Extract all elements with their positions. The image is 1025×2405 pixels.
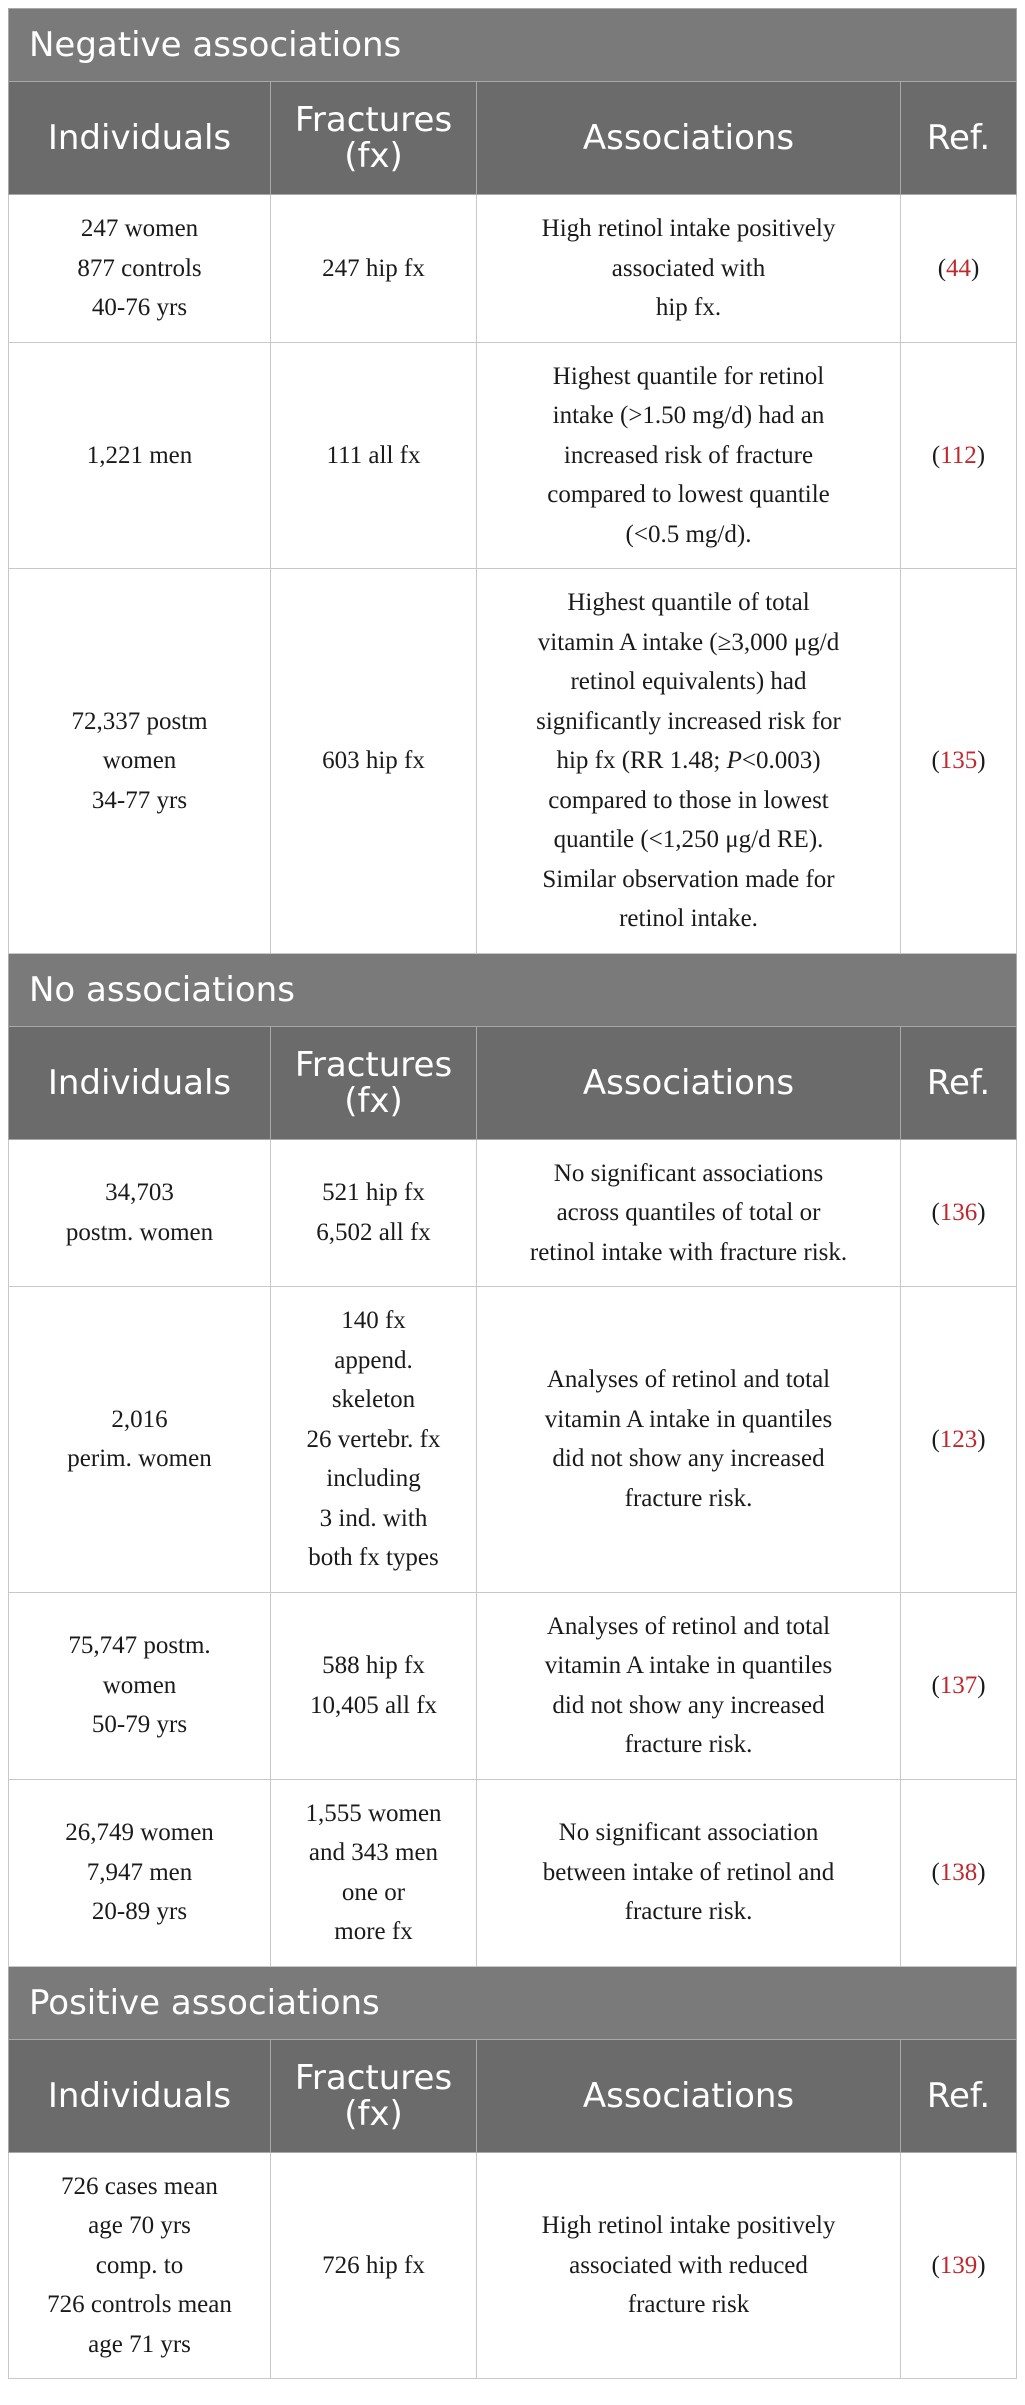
ref-open-paren: ( <box>931 1858 940 1886</box>
associations-line: vitamin A intake in quantiles <box>544 1405 833 1433</box>
associations-line: intake (>1.50 mg/d) had an <box>552 402 825 429</box>
associations-line: (<0.5 mg/d). <box>625 520 752 548</box>
associations-line: vitamin A intake in quantiles <box>544 1652 833 1679</box>
individuals-cell <box>9 1592 271 1779</box>
associations-line: High retinol intake positively <box>541 2212 836 2239</box>
fractures-cell <box>271 1779 477 1966</box>
section-title-row <box>9 953 1017 1026</box>
header-ref: Ref. <box>901 82 1017 195</box>
study-table-container <box>8 8 1016 2379</box>
fractures-line: 1,555 women <box>305 1799 442 1827</box>
fractures-line: 10,405 all fx <box>309 1691 438 1719</box>
table-row <box>9 569 1017 954</box>
table-row <box>9 1139 1017 1287</box>
associations-line: Similar observation made for <box>542 865 835 893</box>
associations-line: fracture risk. <box>624 1484 753 1512</box>
fractures-cell <box>271 1139 477 1287</box>
fractures-line: skeleton <box>331 1386 416 1413</box>
fractures-cell <box>271 342 477 569</box>
individuals-cell <box>9 1139 271 1287</box>
ref-cell <box>901 342 1017 569</box>
header-fractures-line: Fractures <box>294 100 453 140</box>
header-associations: Associations <box>477 82 901 195</box>
header-row <box>9 2039 1017 2152</box>
individuals-line: 2,016 <box>111 1405 168 1433</box>
associations-line: increased risk of fracture <box>563 441 814 469</box>
individuals-line: 1,221 men <box>86 441 193 469</box>
ref-link[interactable]: 135 <box>939 747 978 774</box>
individuals-line: women <box>102 1671 177 1699</box>
associations-cell <box>477 342 901 569</box>
ref-close-paren: ) <box>977 1199 986 1226</box>
individuals-line: postm. women <box>65 1218 214 1246</box>
ref-cell <box>901 569 1017 954</box>
fractures-cell <box>271 1287 477 1593</box>
associations-line: across quantiles of total or <box>556 1199 821 1226</box>
associations-line: associated with <box>611 254 766 282</box>
associations-line: significantly increased risk for <box>536 707 841 735</box>
ref-open-paren: ( <box>931 1671 940 1699</box>
fractures-line: 726 hip fx <box>322 2251 425 2279</box>
fractures-line: 140 fx <box>341 1307 406 1334</box>
header-fractures <box>271 82 477 195</box>
header-row <box>9 1026 1017 1139</box>
ref-open-paren: ( <box>931 1199 940 1226</box>
fractures-line: 603 hip fx <box>322 747 425 774</box>
individuals-line: 726 controls mean <box>47 2291 232 2318</box>
individuals-line: 72,337 postm <box>71 707 208 735</box>
associations-cell <box>477 195 901 343</box>
associations-line: retinol equivalents) had <box>570 668 807 695</box>
section-title: Positive associations <box>9 1966 1017 2039</box>
associations-cell <box>477 1779 901 1966</box>
ref-close-paren: ) <box>977 747 986 774</box>
associations-line: No significant associations <box>553 1159 824 1187</box>
ref-close-paren: ) <box>977 1425 986 1453</box>
ref-cell <box>901 1287 1017 1593</box>
header-fractures-line: Fractures <box>294 1044 453 1085</box>
fractures-line: one or <box>341 1878 406 1906</box>
individuals-line: perim. women <box>67 1445 212 1473</box>
associations-line: Highest quantile of total <box>567 589 810 616</box>
header-individuals: Individuals <box>9 2039 271 2152</box>
ref-link[interactable]: 139 <box>939 2251 978 2279</box>
ref-cell <box>901 1139 1017 1287</box>
header-individuals: Individuals <box>9 1026 271 1139</box>
individuals-line: 247 women <box>80 215 199 242</box>
associations-line: fracture risk. <box>624 1731 753 1758</box>
associations-cell <box>477 569 901 954</box>
fractures-line: and 343 men <box>308 1839 439 1866</box>
associations-line: High retinol intake positively <box>541 215 836 242</box>
individuals-cell <box>9 342 271 569</box>
section-title: Negative associations <box>9 9 1017 82</box>
individuals-line: age 70 yrs <box>88 2212 191 2239</box>
associations-line: Analyses of retinol and total <box>546 1366 831 1394</box>
ref-close-paren: ) <box>977 1858 986 1886</box>
fractures-line: 588 hip fx <box>322 1652 425 1679</box>
ref-link[interactable]: 138 <box>939 1858 978 1886</box>
table-row <box>9 1592 1017 1779</box>
associations-line: Highest quantile for retinol <box>552 362 825 390</box>
ref-close-paren: ) <box>977 2251 986 2279</box>
individuals-line: 7,947 men <box>86 1858 193 1886</box>
ref-open-paren: ( <box>931 747 940 774</box>
fractures-line: 521 hip fx <box>322 1179 425 1207</box>
table-row <box>9 195 1017 343</box>
associations-line: retinol intake with fracture risk. <box>529 1238 848 1266</box>
associations-line: hip fx. <box>655 294 722 321</box>
ref-close-paren: ) <box>976 441 986 469</box>
individuals-line: 26,749 women <box>65 1819 214 1847</box>
ref-link[interactable]: 112 <box>940 441 977 469</box>
header-fractures-line: (fx) <box>344 2093 403 2134</box>
individuals-line: 34,703 <box>105 1179 174 1207</box>
retinol-fracture-table <box>8 8 1017 2379</box>
individuals-line: age 71 yrs <box>88 2330 191 2358</box>
individuals-cell <box>9 1779 271 1966</box>
fractures-line: 247 hip fx <box>322 254 425 282</box>
associations-line: Analyses of retinol and total <box>546 1612 831 1640</box>
associations-line: vitamin A intake (≥3,000 μg/d <box>537 628 840 656</box>
individuals-cell <box>9 195 271 343</box>
header-fractures-line: (fx) <box>344 136 403 176</box>
individuals-line: 75,747 postm. <box>68 1632 211 1660</box>
fractures-line: append. <box>334 1346 413 1374</box>
ref-link[interactable]: 137 <box>939 1671 978 1699</box>
fractures-line: including <box>326 1465 421 1492</box>
associations-line: retinol intake. <box>619 905 758 932</box>
header-associations: Associations <box>477 2039 901 2152</box>
fractures-line: both fx types <box>308 1544 439 1571</box>
associations-cell <box>477 1592 901 1779</box>
header-ref: Ref. <box>901 1026 1017 1139</box>
ref-link[interactable]: 136 <box>939 1199 978 1226</box>
individuals-line: 726 cases mean <box>61 2172 218 2200</box>
individuals-line: 40-76 yrs <box>91 294 188 321</box>
associations-line: hip fx (RR 1.48; P<0.003) <box>556 747 821 774</box>
fractures-line: 3 ind. with <box>319 1504 428 1532</box>
table-row <box>9 2152 1017 2379</box>
fractures-line: 26 vertebr. fx <box>306 1425 441 1453</box>
associations-line: between intake of retinol and <box>542 1858 835 1886</box>
header-ref: Ref. <box>901 2039 1017 2152</box>
header-associations: Associations <box>477 1026 901 1139</box>
associations-line: compared to those in lowest <box>548 786 829 814</box>
ref-close-paren: ) <box>977 1671 986 1699</box>
fractures-cell <box>271 1592 477 1779</box>
ref-cell <box>901 195 1017 343</box>
associations-line: did not show any increased <box>552 1691 825 1719</box>
header-individuals: Individuals <box>9 82 271 195</box>
individuals-cell <box>9 1287 271 1593</box>
ref-cell <box>901 2152 1017 2379</box>
associations-line: fracture risk. <box>624 1898 753 1926</box>
ref-open-paren: ( <box>931 441 941 469</box>
fractures-cell <box>271 2152 477 2379</box>
associations-line: did not show any increased <box>552 1445 825 1473</box>
individuals-line: 34-77 yrs <box>91 786 188 814</box>
individuals-line: 20-89 yrs <box>91 1898 188 1926</box>
fractures-cell <box>271 195 477 343</box>
associations-line: No significant association <box>558 1819 819 1847</box>
fractures-line: 6,502 all fx <box>316 1218 431 1246</box>
ref-open-paren: ( <box>931 2251 940 2279</box>
ref-open-paren: ( <box>937 254 947 282</box>
header-fractures <box>271 1026 477 1139</box>
header-row <box>9 82 1017 195</box>
ref-close-paren: ) <box>971 254 980 282</box>
table-row <box>9 1779 1017 1966</box>
ref-link[interactable]: 44 <box>946 254 972 282</box>
associations-cell <box>477 1287 901 1593</box>
associations-line: associated with reduced <box>569 2251 808 2279</box>
ref-cell <box>901 1779 1017 1966</box>
section-title-row <box>9 1966 1017 2039</box>
associations-cell <box>477 2152 901 2379</box>
ref-open-paren: ( <box>931 1425 940 1453</box>
associations-line: quantile (<1,250 μg/d RE). <box>553 826 824 853</box>
ref-link[interactable]: 123 <box>939 1425 978 1453</box>
table-row <box>9 342 1017 569</box>
fractures-line: more fx <box>334 1918 413 1945</box>
individuals-line: comp. to <box>95 2251 184 2279</box>
associations-cell <box>477 1139 901 1287</box>
ref-cell <box>901 1592 1017 1779</box>
fractures-line: 111 all fx <box>326 441 421 469</box>
header-fractures <box>271 2039 477 2152</box>
individuals-line: 50-79 yrs <box>91 1711 188 1739</box>
associations-line: compared to lowest quantile <box>547 481 830 508</box>
header-fractures-line: Fractures <box>294 2057 453 2098</box>
section-title-row <box>9 9 1017 82</box>
section-title: No associations <box>9 953 1017 1026</box>
table-row <box>9 1287 1017 1593</box>
individuals-line: women <box>102 747 177 774</box>
individuals-line: 877 controls <box>77 254 202 282</box>
individuals-cell <box>9 569 271 954</box>
header-fractures-line: (fx) <box>344 1080 403 1121</box>
fractures-cell <box>271 569 477 954</box>
individuals-cell <box>9 2152 271 2379</box>
associations-line: fracture risk <box>627 2291 750 2318</box>
